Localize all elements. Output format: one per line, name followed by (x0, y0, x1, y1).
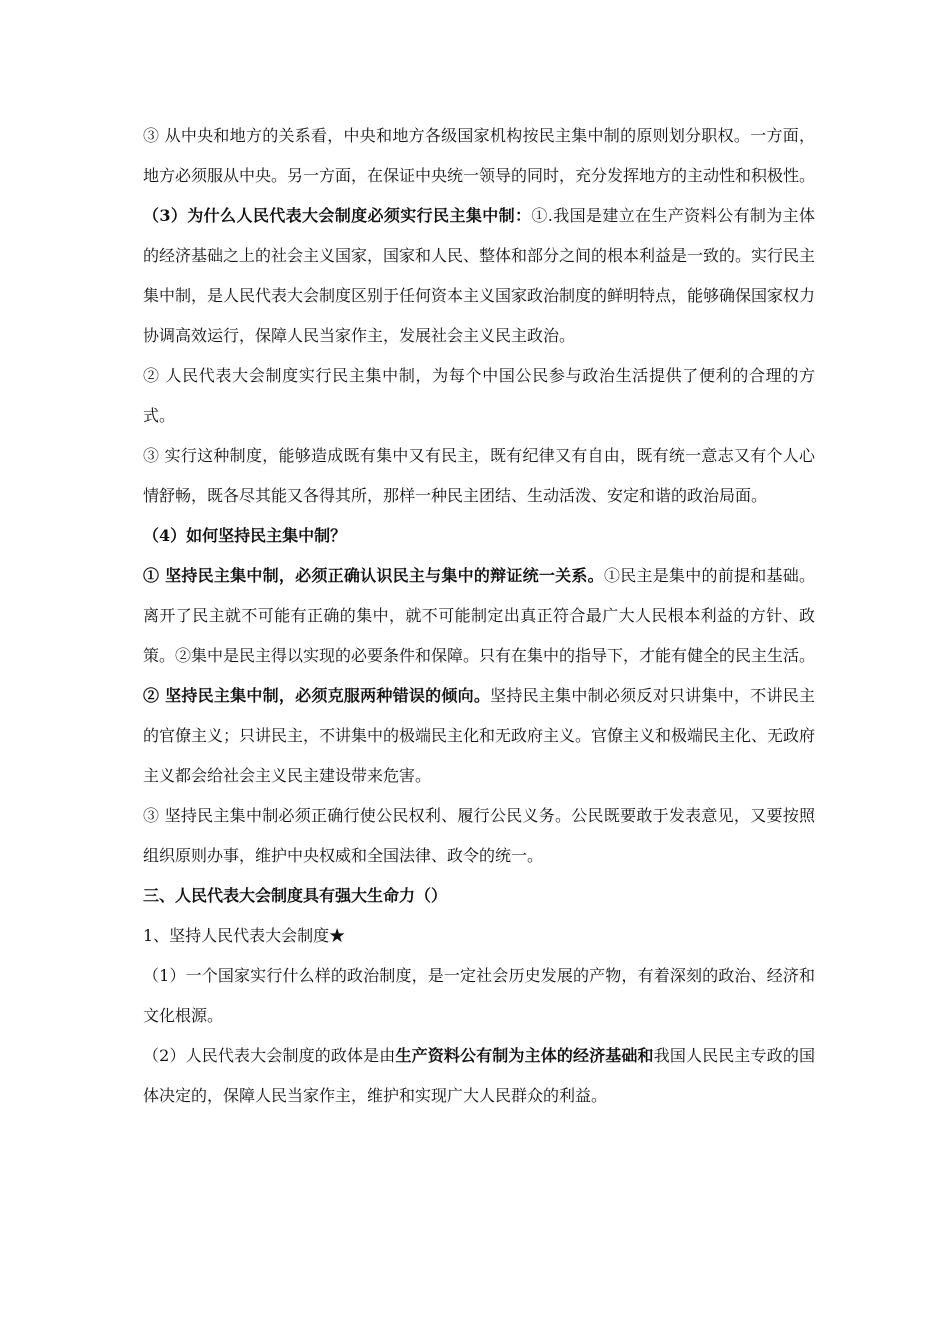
text-run: 坚持民主集中制必须反对只讲集中，不讲民主的官僚主义；只讲民主，不讲集中的极端民主化和无政府主义。官僚主义和极端民主化、无政府主义都会给社会主义民主建设带来危害。 (143, 686, 816, 785)
text-run: （2）人民代表大会制度的政体是由 (143, 1046, 396, 1065)
heading-run: ① 坚持民主集中制，必须正确认识民主与集中的辩证统一关系。 (143, 566, 604, 585)
heading-run: ② 坚持民主集中制，必须克服两种错误的倾向。 (143, 686, 491, 705)
paragraph-political-situation (143, 436, 815, 516)
paragraph-how-to-adhere-heading (143, 516, 815, 556)
subsection-heading-adhere (143, 916, 815, 956)
text-run: ② 人民代表大会制度实行民主集中制，为每个中国公民参与政治生活提供了便利的合理的方式。 (143, 366, 815, 425)
paragraph-dialectical-relation (143, 556, 815, 676)
text-run: ①民主是集中的前提和基础。离开了民主就不可能有正确的集中，就不可能制定出真正符合最广大人民根本利益的方针、政策。②集中是民主得以实现的必要条件和保障。只有在集中的指导下，才能有健全的民主生活。 (143, 566, 816, 665)
paragraph-participation (143, 356, 815, 436)
text-run: 我国人民民主专政的国体决定的，保障人民当家作主，维护和实现广大人民群众的利益。 (143, 1046, 815, 1105)
paragraph-rights-duties (143, 796, 815, 876)
document-body (143, 116, 815, 1116)
heading-run: （4）如何坚持民主集中制？ (143, 526, 347, 545)
text-run: ①.我国是建立在生产资料公有制为主体的经济基础之上的社会主义国家，国家和人民、整体和部分之间的根本利益是一致的。实行民主集中制，是人民代表大会制度区别于任何资本主义国家政治制度的鲜明特点，能够确保国家权力协调高效运行，保障人民当家作主，发展社会主义民主政治。 (143, 206, 816, 345)
paragraph-central-local (143, 116, 815, 196)
paragraph-why-democratic-centralism (143, 196, 815, 356)
text-run: （1）一个国家实行什么样的政治制度，是一定社会历史发展的产物，有着深刻的政治、经济和文化根源。 (143, 966, 815, 1025)
paragraph-two-wrong-tendencies (143, 676, 815, 796)
section-heading-vitality (143, 876, 815, 916)
heading-run: （3）为什么人民代表大会制度必须实行民主集中制： (143, 206, 532, 225)
text-run: ③ 实行这种制度，能够造成既有集中又有民主，既有纪律又有自由，既有统一意志又有个人心情舒畅，既各尽其能又各得其所，那样一种民主团结、生动活泼、安定和谐的政治局面。 (143, 446, 815, 505)
text-run: ③ 从中央和地方的关系看，中央和地方各级国家机构按民主集中制的原则划分职权。一方面，地方必须服从中央。另一方面，在保证中央统一领导的同时，充分发挥地方的主动性和积极性。 (143, 126, 816, 185)
paragraph-political-system-origin (143, 956, 815, 1036)
heading-run: 三、人民代表大会制度具有强大生命力（） (143, 886, 448, 905)
text-run: 1、坚持人民代表大会制度★ (143, 926, 346, 945)
paragraph-form-of-government (143, 1036, 815, 1116)
bold-run: 生产资料公有制为主体的经济基础和 (395, 1046, 654, 1065)
text-run: ③ 坚持民主集中制必须正确行使公民权利、履行公民义务。公民既要敢于发表意见，又要按照组织原则办事，维护中央权威和全国法律、政令的统一。 (143, 806, 815, 865)
